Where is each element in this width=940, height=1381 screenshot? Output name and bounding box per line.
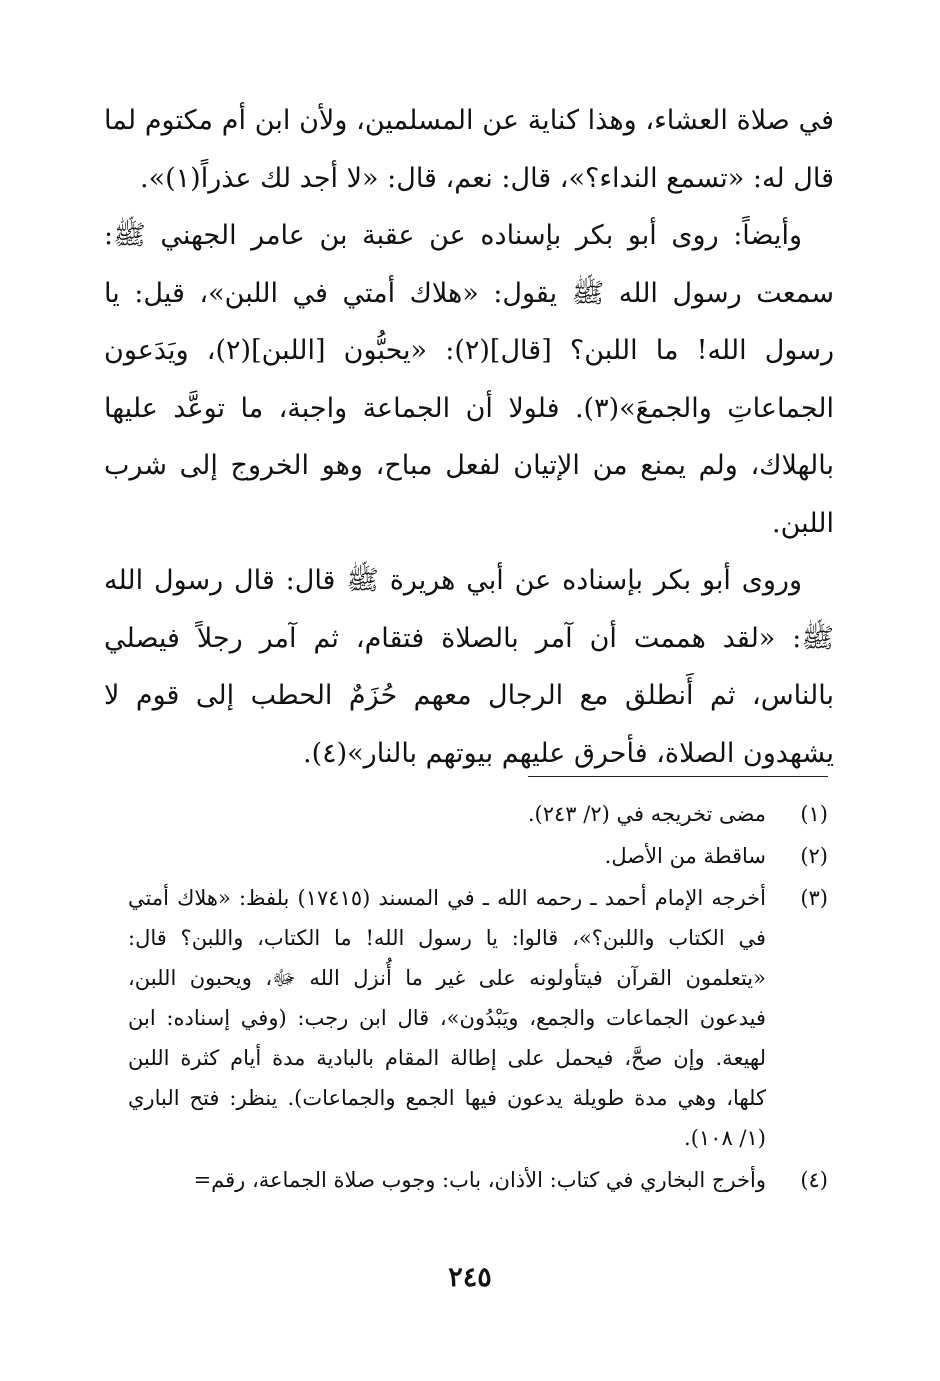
footnote-text: ساقطة من الأصل. [604, 844, 766, 868]
main-paragraph: في صلاة العشاء، وهذا كناية عن المسلمين، ولأن ابن أم مكتوم لما قال له: «تسمع النداء؟»، قال: نعم، قال: «لا أجد لك عذراً(١)». [104, 105, 834, 194]
main-text-body [104, 92, 834, 782]
footnote-text: أخرجه الإمام أحمد ـ رحمه الله ـ في المسند (١٧٤١٥) بلفظ: «هلاك أمتي في الكتاب واللبن؟»، قالوا: يا رسول الله! ما الكتاب، واللبن؟ قال: «يتعلمون القرآن فيتأولونه على غير ما أُنزل الله ﷻ، ويحبون اللبن، فيدعون الجماعات والجمع، ويَبْدُون»، قال ابن رجب: (وفي إسناده: ابن لهيعة. وإن صحَّ، فيحمل على إطالة المقام بالبادية مدة أيام كثرة اللبن كلها، وهي مدة طويلة يدعون فيها الجمع والجماعات). ينظر: فتح الباري (١/ ١٠٨). [128, 886, 766, 1150]
footnote [128, 1160, 828, 1200]
footnote-number: (٢) [800, 844, 828, 868]
page-number: ٢٤٥ [448, 1262, 492, 1293]
main-paragraph: وروى أبو بكر بإسناده عن أبي هريرة ﷺ قال: قال رسول الله ﷺ: «لقد هممت أن آمر بالصلاة فتقام، ثم آمر رجلاً فيصلي بالناس، ثم أَنطلق مع الرجال معهم حُزَمٌ الحطب إلى قوم لا يشهدون الصلاة، فأحرق عليهم بيوتهم بالنار»(٤). [104, 565, 834, 769]
footnote [128, 878, 828, 1158]
footnote [128, 794, 828, 834]
footnotes-section [128, 794, 828, 1202]
footnote-number: (٣) [800, 886, 828, 910]
footnote-text: مضى تخريجه في (٢/ ٢٤٣). [527, 802, 766, 826]
footnote-number: (٤) [800, 1168, 828, 1192]
main-paragraph: وأيضاً: روى أبو بكر بإسناده عن عقبة بن عامر الجهني ﷺ: سمعت رسول الله ﷺ يقول: «هلاك أمتي في اللبن»، قيل: يا رسول الله! ما اللبن؟ [قال](٢): «يحبُّون [اللبن](٢)، ويَدَعون الجماعاتِ والجمعَ»(٣). فلولا أن الجماعة واجبة، ما توعَّد عليها بالهلاك، ولم يمنع من الإتيان لفعل مباح، وهو الخروج إلى شرب اللبن. [104, 220, 834, 539]
footnote [128, 836, 828, 876]
footnote-separator [528, 776, 828, 777]
footnote-number: (١) [800, 802, 828, 826]
footnote-text: وأخرج البخاري في كتاب: الأذان، باب: وجوب صلاة الجماعة، رقم= [193, 1168, 766, 1192]
